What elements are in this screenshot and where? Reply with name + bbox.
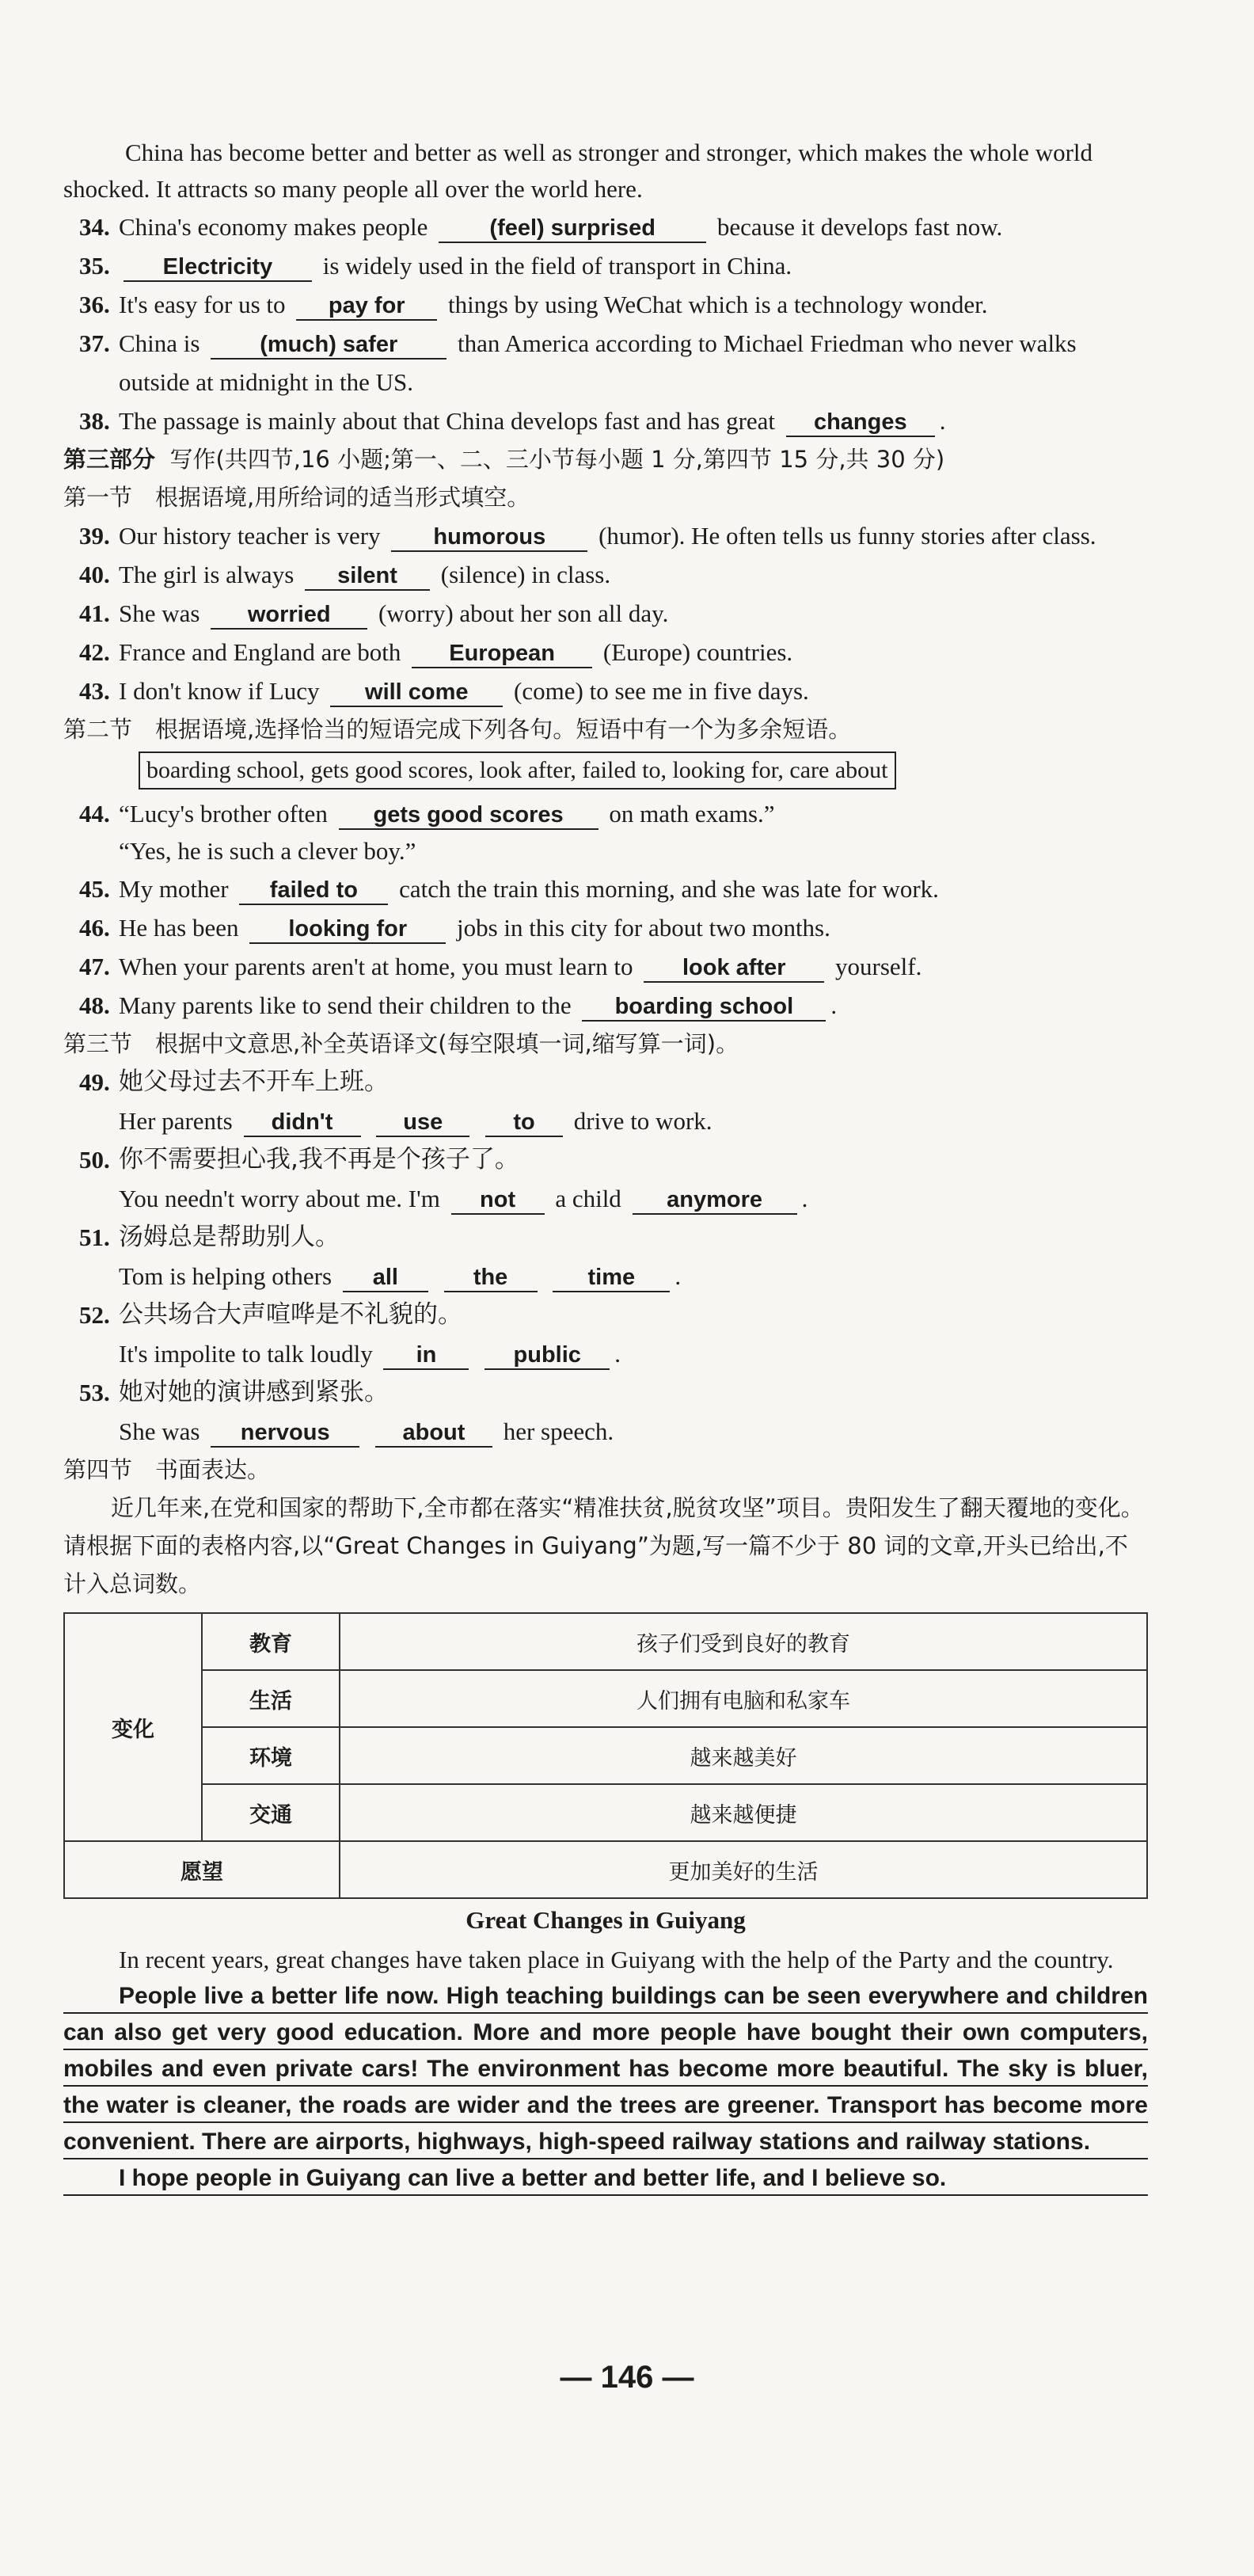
aspect-content: 人们拥有电脑和私家车	[340, 1670, 1147, 1727]
question-49-chinese: 49. 她父母过去不开车上班。	[79, 1067, 389, 1096]
question-50-chinese: 50. 你不需要担心我,我不再是个孩子了。	[79, 1145, 519, 1174]
writing-prompt: 近几年来,在党和国家的帮助下,全市都在落实“精准扶贫,脱贫攻坚”项目。贵阳发生了翻天覆地的变化。请根据下面的表格内容,以“Great Changes in Guiyang”为题,写一篇不少于 80 词的文章,开头已给出,不计入总词数。	[63, 1494, 1144, 1597]
question-37: 37. China is (much) safer than America according to Michael Friedman who never walks outside at midnight in the US.	[79, 329, 1077, 396]
answer-48: boarding school	[582, 993, 826, 1022]
question-52-english: It's impolite to talk loudly in public .	[63, 1334, 1148, 1373]
group-label: 变化	[64, 1613, 202, 1841]
question-51-chinese: 51. 汤姆总是帮助别人。	[79, 1223, 340, 1251]
aspect-content: 孩子们受到良好的教育	[340, 1613, 1147, 1670]
question-50-english: You needn't worry about me. I'm not a child anymore .	[63, 1179, 1148, 1218]
question-53-english: She was nervous about her speech.	[63, 1412, 1148, 1451]
table-row	[64, 1670, 1147, 1727]
wish-label: 愿望	[64, 1841, 340, 1898]
content	[63, 135, 1148, 2197]
essay-title: Great Changes in Guiyang	[466, 1906, 746, 1934]
answer-47: look after	[644, 954, 824, 983]
phrase-box: boarding school, gets good scores, look after, failed to, looking for, care about	[139, 751, 896, 790]
question-44-reply: “Yes, he is such a clever boy.”	[119, 837, 416, 865]
question-45: 45. My mother failed to catch the train this morning, and she was late for work.	[63, 869, 1148, 908]
answer-50-2: anymore	[633, 1186, 797, 1215]
wish-content: 更加美好的生活	[340, 1841, 1147, 1898]
essay-opening: In recent years, great changes have taken place in Guiyang with the help of the Party and the country.	[119, 1946, 1114, 1973]
question-34: 34. China's economy makes people (feel) surprised because it develops fast now.	[63, 207, 1148, 246]
answer-41: worried	[211, 601, 367, 630]
question-41: 41. She was worried (worry) about her son all day.	[63, 594, 1148, 633]
answer-37: (much) safer	[211, 331, 446, 360]
changes-table	[63, 1612, 1148, 1899]
answer-51-2: the	[444, 1264, 538, 1292]
answer-40: silent	[305, 562, 430, 591]
answer-35: Electricity	[124, 253, 312, 282]
section3-title: 第三节 根据中文意思,补全英语译文(每空限填一词,缩写算一词)。	[63, 1030, 739, 1057]
answer-52-1: in	[383, 1341, 469, 1370]
answer-43: will come	[330, 679, 503, 707]
answer-46: looking for	[249, 915, 446, 944]
question-43: 43. I don't know if Lucy will come (come) to see me in five days.	[63, 672, 1148, 710]
answer-49-3: to	[485, 1109, 563, 1137]
section2-title: 第二节 根据语境,选择恰当的短语完成下列各句。短语中有一个为多余短语。	[63, 716, 852, 743]
answer-39: humorous	[391, 523, 587, 552]
question-51-english: Tom is helping others all the time .	[63, 1257, 1148, 1296]
question-44: 44. “Lucy's brother often gets good scores on math exams.”	[63, 794, 1148, 833]
question-52-chinese: 52. 公共场合大声喧哗是不礼貌的。	[79, 1300, 462, 1329]
answer-42: European	[412, 640, 592, 668]
aspect-label: 生活	[202, 1670, 340, 1727]
answer-53-1: nervous	[211, 1419, 359, 1448]
table-row	[64, 1841, 1147, 1898]
answer-36: pay for	[296, 292, 437, 321]
answer-52-2: public	[484, 1341, 610, 1370]
answer-49-2: use	[376, 1109, 469, 1137]
aspect-label: 教育	[202, 1613, 340, 1670]
intro-paragraph: China has become better and better as well as stronger and stronger, which makes the whole world shocked. It attracts so many people all over the world here.	[63, 139, 1093, 203]
essay-closing: I hope people in Guiyang can live a better and better life, and I believe so.	[63, 2160, 1148, 2197]
answer-34: (feel) surprised	[439, 215, 706, 243]
phrase-box-row	[63, 751, 1148, 790]
table-row	[64, 1784, 1147, 1841]
question-48: 48. Many parents like to send their children to the boarding school .	[63, 986, 1148, 1025]
question-47: 47. When your parents aren't at home, you must learn to look after yourself.	[63, 947, 1148, 986]
answer-51-3: time	[553, 1264, 670, 1292]
section1-title: 第一节 根据语境,用所给词的适当形式填空。	[63, 484, 530, 511]
answer-51-1: all	[343, 1264, 428, 1292]
question-53-chinese: 53. 她对她的演讲感到紧张。	[79, 1378, 389, 1406]
question-39: 39. Our history teacher is very humorous (humor). He often tells us funny stories after class.	[63, 516, 1148, 555]
aspect-content: 越来越美好	[340, 1727, 1147, 1784]
answer-45: failed to	[239, 877, 388, 905]
question-42: 42. France and England are both European (Europe) countries.	[63, 633, 1148, 672]
answer-38: changes	[786, 409, 935, 437]
question-49-english: Her parents didn't use to drive to work.	[63, 1102, 1148, 1140]
page-number: — 146 —	[560, 2360, 694, 2395]
question-36: 36. It's easy for us to pay for things by using WeChat which is a technology wonder.	[63, 285, 1148, 324]
aspect-content: 越来越便捷	[340, 1784, 1147, 1841]
essay-body: People live a better life now. High teaching buildings can be seen everywhere and children can also get very good education. More and more people have bought their own computers, mobiles and even private cars! The environment has become more beautiful. The sky is bluer, the water is cleaner, the roads are wider and the trees are greener. Transport has become more convenient. There are airports, highways, high-speed railway stations and railway stations.	[63, 1978, 1148, 2160]
table-row	[64, 1613, 1147, 1670]
answer-49-1: didn't	[244, 1109, 361, 1137]
part3-heading: 第三部分 写作(共四节,16 小题;第一、二、三小节每小题 1 分,第四节 15 分,共 30 分)	[63, 446, 945, 473]
table-row	[64, 1727, 1147, 1784]
aspect-label: 环境	[202, 1727, 340, 1784]
aspect-label: 交通	[202, 1784, 340, 1841]
question-40: 40. The girl is always silent (silence) in class.	[63, 555, 1148, 594]
question-35: 35. Electricity is widely used in the field of transport in China.	[63, 246, 1148, 285]
question-38: 38. The passage is mainly about that China develops fast and has great changes .	[63, 401, 1148, 440]
answer-44: gets good scores	[339, 801, 598, 830]
answer-50-1: not	[451, 1186, 545, 1215]
question-46: 46. He has been looking for jobs in this city for about two months.	[63, 908, 1148, 947]
section4-title: 第四节 书面表达。	[63, 1456, 271, 1483]
answer-53-2: about	[375, 1419, 492, 1448]
